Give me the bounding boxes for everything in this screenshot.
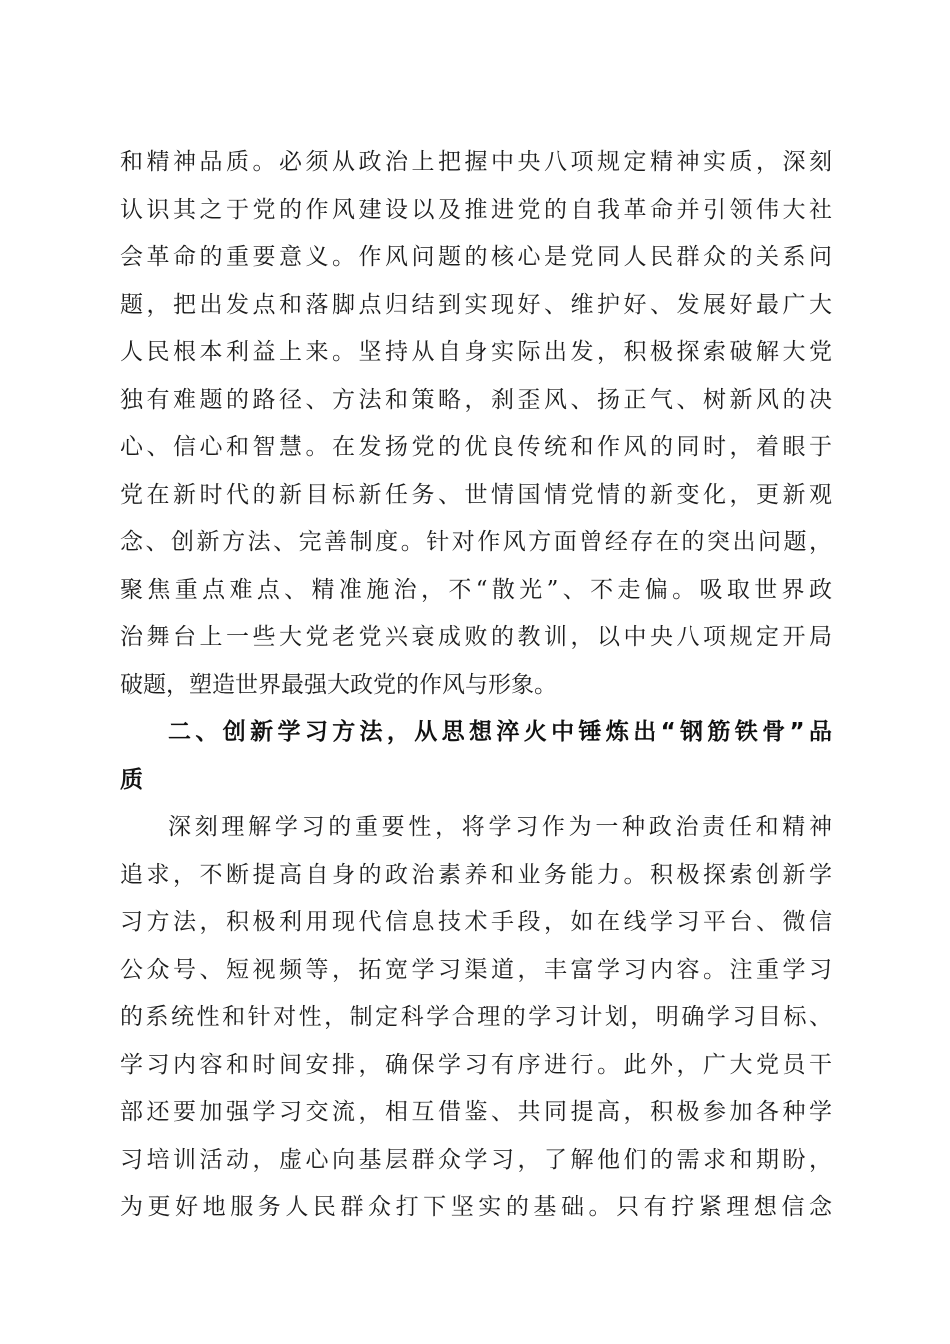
heading-line: 二、创新学习方法，从思想淬火中锤炼出“钢筋铁骨”品 — [168, 719, 832, 745]
text-line: 追求，不断提高自身的政治素养和业务能力。积极探索创新学 — [120, 862, 832, 888]
heading-line: 质 — [120, 767, 143, 793]
text-line: 公众号、短视频等，拓宽学习渠道，丰富学习内容。注重学习 — [120, 957, 832, 983]
text-line: 深刻理解学习的重要性，将学习作为一种政治责任和精神 — [168, 814, 832, 840]
text-line: 党在新时代的新目标新任务、世情国情党情的新变化，更新观 — [120, 482, 832, 508]
text-line: 念、创新方法、完善制度。针对作风方面曾经存在的突出问题， — [120, 529, 832, 555]
text-line: 聚焦重点难点、精准施治，不“散光”、不走偏。吸取世界政 — [120, 577, 832, 603]
text-line: 的系统性和针对性，制定科学合理的学习计划，明确学习目标、 — [120, 1004, 832, 1030]
text-line: 治舞台上一些大党老党兴衰成败的教训，以中央八项规定开局 — [120, 624, 832, 650]
text-line: 心、信心和智慧。在发扬党的优良传统和作风的同时，着眼于 — [120, 434, 832, 460]
text-line: 破题，塑造世界最强大政党的作风与形象。 — [120, 672, 557, 698]
text-line: 题，把出发点和落脚点归结到实现好、维护好、发展好最广大 — [120, 292, 832, 318]
text-line: 和精神品质。必须从政治上把握中央八项规定精神实质，深刻 — [120, 149, 832, 175]
text-line: 习方法，积极利用现代信息技术手段，如在线学习平台、微信 — [120, 909, 832, 935]
text-line: 部还要加强学习交流，相互借鉴、共同提高，积极参加各种学 — [120, 1099, 832, 1125]
text-line: 为更好地服务人民群众打下坚实的基础。只有拧紧理想信念 — [120, 1194, 832, 1220]
text-line: 独有难题的路径、方法和策略，刹歪风、扬正气、树新风的决 — [120, 387, 832, 413]
text-line: 学习内容和时间安排，确保学习有序进行。此外，广大党员干 — [120, 1052, 832, 1078]
text-line: 会革命的重要意义。作风问题的核心是党同人民群众的关系问 — [120, 244, 832, 270]
text-line: 认识其之于党的作风建设以及推进党的自我革命并引领伟大社 — [120, 197, 832, 223]
text-line: 习培训活动，虚心向基层群众学习，了解他们的需求和期盼， — [120, 1147, 832, 1173]
text-line: 人民根本利益上来。坚持从自身实际出发，积极探索破解大党 — [120, 339, 832, 365]
